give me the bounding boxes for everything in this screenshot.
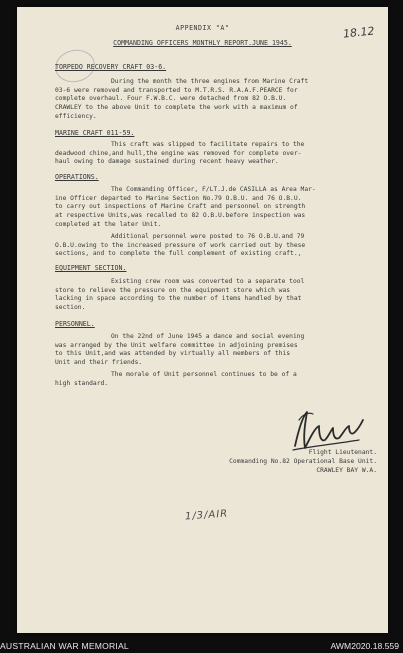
section-paragraph: The morale of Unit personnel continues to be of a high standard.: [55, 371, 297, 387]
document-page: [17, 7, 388, 633]
section-heading: TORPEDO RECOVERY CRAFT 03-6.: [55, 63, 167, 71]
archive-credit: AUSTRALIAN WAR MEMORIAL: [0, 641, 129, 651]
report-title: COMMANDING OFFICERS MONTHLY REPORT.JUNE 1945.: [113, 39, 292, 47]
section-paragraph: This craft was slipped to facilitate repairs to the deadwood chine,and hull,the engine was removed for complete over- haul owing to damage sustained during recent heavy weather.: [55, 141, 305, 166]
archive-reference-number: AWM2020.18.559: [330, 641, 399, 651]
signature-location: CRAWLEY BAY W.A.: [316, 467, 377, 474]
section-paragraph: On the 22nd of June 1945 a dance and social evening was arranged by the Unit welfare committee in adjoining premises to this Unit,and was attended by virtually all members of this Unit and their friends.: [55, 333, 305, 367]
section-heading: PERSONNEL.: [55, 320, 95, 328]
signature-rank: Flight Lieutenant.: [308, 449, 377, 456]
handwritten-file-note: 1/3/AIR: [184, 508, 229, 523]
section-paragraph: During the month the three engines from Marine Craft 03-6 were removed and transported to M.T.R.S. R.A.A.F.PEARCE for complete overhaul. Four F.W.B.C. were detached from 82 O.B.U. CRAWLEY to the above Unit to complete the work with a maximum of efficiency.: [55, 78, 309, 120]
appendix-label: APPENDIX "A": [175, 24, 230, 32]
section-heading: EQUIPMENT SECTION.: [55, 264, 127, 272]
section-heading: OPERATIONS.: [55, 173, 99, 181]
section-paragraph: Existing crew room was converted to a separate tool store to relieve the pressure on the equipment store which was lacking in space according to the number of items handled by that section.: [55, 278, 305, 312]
section-paragraph: The Commanding Officer, F/LT.J.de CASILLA as Area Mar- ine Officer departed to Marine Section No.79 O.B.U. and 76 O.B.U. to carry out inspections of Marine Craft and personnel on strength at respective Units,was recalled to 82 O.B.U.before inspection was completed at the later Unit.: [55, 186, 316, 228]
section-paragraph: Additional personnel were posted to 76 O.B.U.and 79 O.B.U.owing to the increased pressure of work carried out by these sections, and to complete the full complement of existing craft.,: [55, 233, 306, 258]
section-heading: MARINE CRAFT 011-59.: [55, 129, 135, 137]
handwritten-reference: 18.12: [341, 24, 375, 41]
signature-role: Commanding No.82 Operational Base Unit.: [229, 458, 377, 465]
handwritten-signature: [289, 406, 369, 454]
